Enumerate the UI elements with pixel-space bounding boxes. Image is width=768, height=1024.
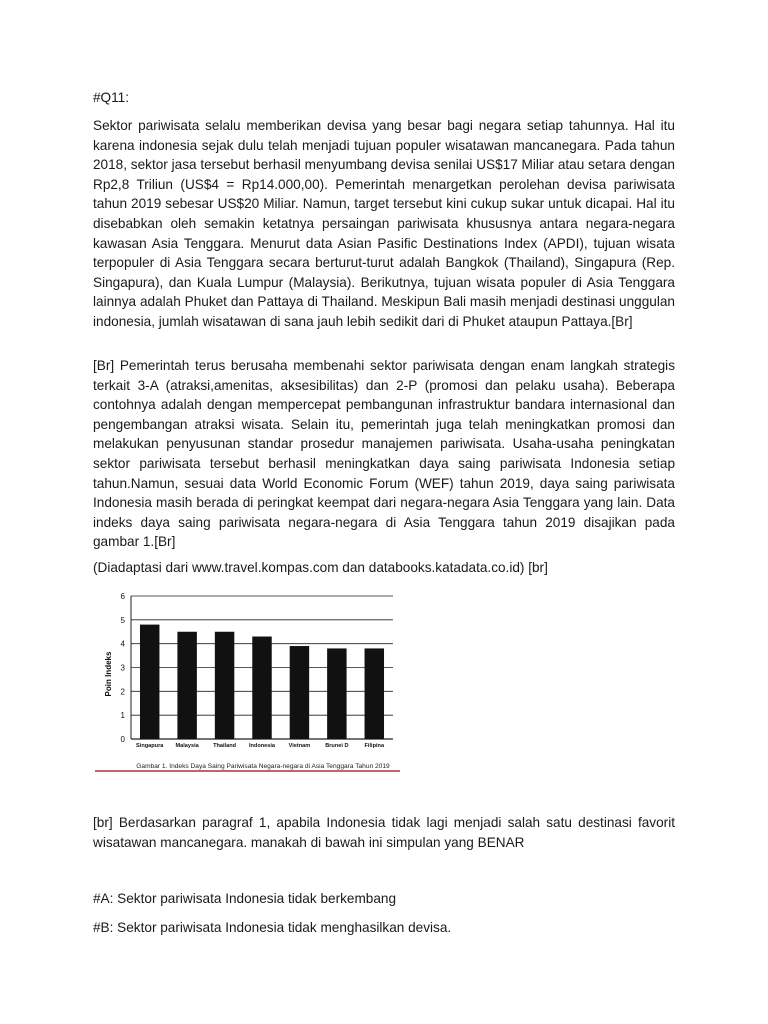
x-tick-label: Singapura	[136, 743, 164, 749]
bar-chart-svg	[95, 586, 400, 772]
y-axis-label: Poin Indeks	[104, 651, 113, 697]
x-tick-label: Malaysia	[175, 743, 199, 749]
x-tick-label: Brunei D	[325, 743, 349, 749]
chart-caption: Gambar 1. Indeks Daya Saing Pariwisata Negara-negara di Asia Tenggara Tahun 2019	[136, 763, 390, 770]
x-tick-label: Thailand	[213, 743, 237, 749]
question-id: #Q11:	[93, 90, 130, 105]
bar-chart	[95, 586, 400, 772]
bar-vietnam	[290, 646, 309, 739]
option-b[interactable]: #B: Sektor pariwisata Indonesia tidak menghasilkan devisa.	[93, 920, 452, 935]
y-tick-label: 6	[120, 592, 125, 601]
y-tick-label: 0	[120, 735, 125, 744]
y-tick-label: 3	[120, 663, 125, 673]
question-stem: [br] Berdasarkan paragraf 1, apabila Indonesia tidak lagi menjadi salah satu destinasi favorit wisatawan mancanegara. manakah di bawah ini simpulan yang BENAR	[93, 815, 675, 850]
y-tick-label: 4	[120, 639, 125, 649]
bar-indonesia	[252, 637, 271, 739]
bar-brunei-d	[327, 648, 346, 739]
source-citation: (Diadaptasi dari www.travel.kompas.com dan databooks.katadata.co.id) [br]	[93, 560, 548, 575]
bar-singapura	[140, 625, 159, 739]
y-tick-label: 2	[120, 687, 125, 697]
bar-malaysia	[177, 632, 196, 739]
y-tick-label: 1	[120, 711, 125, 721]
x-tick-label: Vietnam	[288, 743, 311, 749]
y-tick-label: 5	[120, 615, 125, 625]
x-tick-label: Filipina	[364, 743, 385, 749]
bar-filipina	[365, 648, 384, 739]
option-a[interactable]: #A: Sektor pariwisata Indonesia tidak berkembang	[93, 891, 397, 906]
bar-thailand	[215, 632, 234, 739]
paragraph-1: Sektor pariwisata selalu memberikan devisa yang besar bagi negara setiap tahunnya. Hal itu karena indonesia sejak dulu telah menjadi tujuan populer wisatawan mancanegara. Pada tahun 2018, sektor jasa tersebut berhasil menyumbang devisa senilai US$17 Miliar atau setara dengan Rp2,8 Triliun (US$4 = Rp14.000,00). Pemerintah menargetkan perolehan devisa pariwisata tahun 2019 sebesar US$20 Miliar. Namun, target tersebut kini cukup sukar untuk dicapai. Hal itu disebabkan oleh semakin ketatnya persaingan pariwisata khususnya antara negara-negara kawasan Asia Tenggara. Menurut data Asian Pasific Destinations Index (APDI), tujuan wisata terpopuler di Asia Tenggara secara berturut-turut adalah Bangkok (Thailand), Singapura (Rep. Singapura), dan Kuala Lumpur (Malaysia). Berikutnya, tujuan wisata populer di Asia Tenggara lainnya adalah Phuket dan Pattaya di Thailand. Meskipun Bali masih menjadi destinasi unggulan indonesia, jumlah wisatawan di sana jauh lebih sedikit dari di Phuket ataupun Pattaya.[Br]	[93, 118, 675, 329]
paragraph-2: [Br] Pemerintah terus berusaha membenahi sektor pariwisata dengan enam langkah strategis terkait 3-A (atraksi,amenitas, aksesibilitas) dan 2-P (promosi dan pelaku usaha). Beberapa contohnya adalah dengan mempercepat pembangunan infrastruktur bandara internasional dan pengembangan atraksi wisata. Selain itu, pemerintah juga telah meningkatkan promosi dan melakukan penyusunan standar prosedur manajemen pariwisata. Usaha-usaha peningkatan sektor pariwisata tersebut berhasil meningkatkan daya saing pariwisata Indonesia setiap tahun.Namun, sesuai data World Economic Forum (WEF) tahun 2019, daya saing pariwisata Indonesia masih berada di peringkat keempat dari negara-negara Asia Tenggara yang lain. Data indeks daya saing pariwisata negara-negara di Asia Tenggara tahun 2019 disajikan pada gambar 1.[Br]	[93, 358, 675, 550]
x-tick-label: Indonesia	[248, 743, 276, 749]
